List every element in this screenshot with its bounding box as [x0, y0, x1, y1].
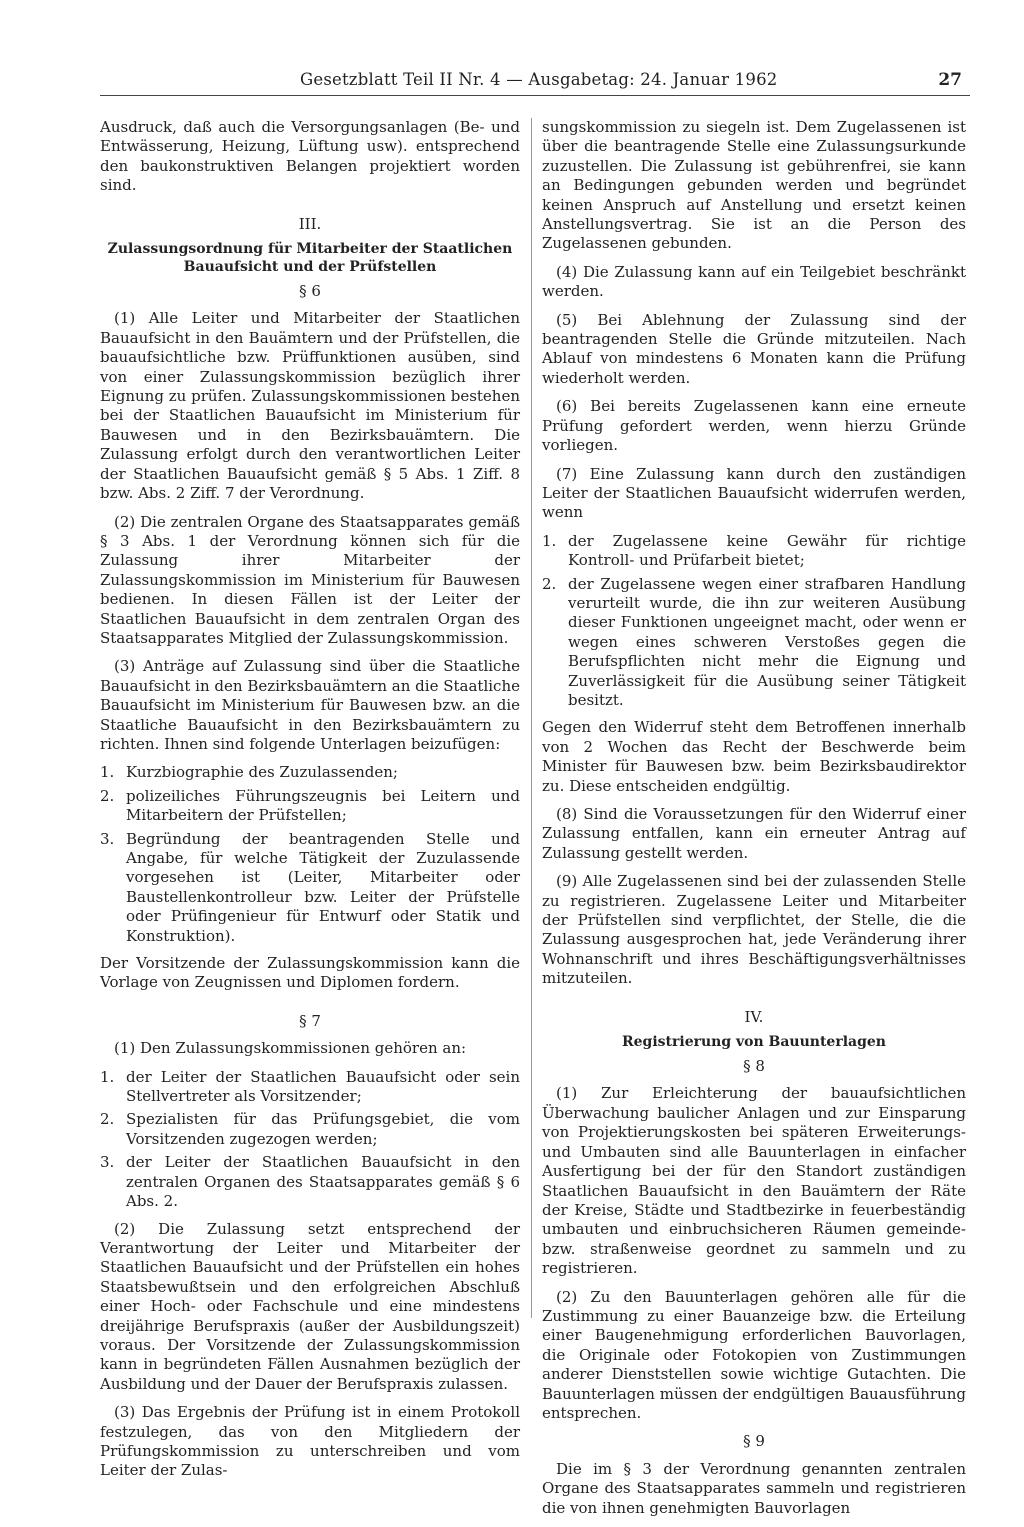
header-rule — [100, 95, 970, 96]
s7-paragraph-3: (3) Das Ergebnis der Prüfung ist in einem Protokoll festzulegen, das von den Mitgliedern der Prüfungskommission zu unterschreiben und vom Leiter der Zulas- — [100, 1403, 520, 1480]
part-iv-numeral: IV. — [744, 1007, 764, 1026]
section-7-title: § 7 — [299, 1011, 321, 1030]
s7-paragraph-2: (2) Die Zulassung setzt entsprechend der Verantwortung der Leiter und Mitarbeiter der Staatlichen Bauaufsicht und der Prüfstellen ein hohes Staatsbewußtsein und den erfolgreichen Abschluß einer Hoch- oder Fachschule und eine mindestens dreijährige Berufspraxis (außer der Ausbildungszeit) voraus. Der Vorsitzende der Zulassungskommission kann in begründeten Fällen Ausnahmen bezüglich der Ausbildung und der Dauer der Berufspraxis zulassen. — [100, 1219, 520, 1393]
s7-paragraph-5: (5) Bei Ablehnung der Zulassung sind der beantragenden Stelle die Gründe mitzuteilen. Nach Ablauf von mindestens 6 Monaten kann die Prüfung wiederholt werden. — [542, 310, 966, 387]
page-header — [100, 70, 970, 100]
section-8-title: § 8 — [743, 1057, 765, 1076]
part-iv-heading: Registrierung von Bauunterlagen — [622, 1034, 886, 1051]
s7-paragraph-3-continued: sungskommission zu siegeln ist. Dem Zugelassenen ist über die beantragende Stelle eine Zulassungsurkunde zuzustellen. Die Zulassung ist gebührenfrei, sie kann an Bedingungen gebunden werden und begründet keinen Anspruch auf Anstellung und ersetzt keinen Anstellungsvertrag. Sie ist an die Person des Zugelassenen gebunden. — [542, 118, 966, 253]
left-column — [100, 118, 520, 1490]
section-6-title: § 6 — [299, 282, 321, 301]
list-item: 1. der Leiter der Staatlichen Bauaufsicht oder sein Stellvertreter als Vorsitzender; — [100, 1067, 520, 1106]
s7-paragraph-7: (7) Eine Zulassung kann durch den zuständigen Leiter der Staatlichen Bauaufsicht widerrufen werden, wenn — [542, 464, 966, 522]
list-item: 3. der Leiter der Staatlichen Bauaufsicht in den zentralen Organen des Staatsapparates gemäß § 6 Abs. 2. — [100, 1153, 520, 1211]
s6-paragraph-3: (3) Anträge auf Zulassung sind über die Staatliche Bauaufsicht in den Bezirksbauämtern an die Staatliche Bauaufsicht im Ministerium für Bauwesen bzw. an die Staatliche Bauaufsicht in den Bezirksbauämtern zu richten. Ihnen sind folgende Unterlagen beizufügen: — [100, 657, 520, 753]
column-divider — [531, 118, 532, 1318]
list-item: 2. polizeiliches Führungszeugnis bei Leitern und Mitarbeitern der Prüfstellen; — [100, 786, 520, 825]
section-9-title: § 9 — [743, 1432, 765, 1451]
s7-paragraph-1: (1) Den Zulassungskommissionen gehören an: — [114, 1039, 467, 1058]
list-item: 2. der Zugelassene wegen einer strafbaren Handlung verurteilt wurde, die ihn zur weiteren Ausübung dieser Funktionen ungeeignet macht, oder wenn er wegen eines schweren Verstoßes gegen die Berufspflichten nicht mehr die Eignung und Zuverlässigkeit für die Ausübung seiner Tätigkeit besitzt. — [542, 574, 966, 709]
s8-paragraph-2: (2) Zu den Bauunterlagen gehören alle für die Zustimmung zu einer Bauanzeige bzw. die Erteilung einer Baugenehmigung erforderlichen Bauvorlagen, die Originale oder Fotokopien von Zustimmungen anderer Dienststellen sowie wichtige Gutachten. Die Bauunterlagen müssen der endgültigen Bauausführung entsprechen. — [542, 1287, 966, 1422]
list-item: 1. der Zugelassene keine Gewähr für richtige Kontroll- und Prüfarbeit bietet; — [542, 531, 966, 570]
s6-paragraph-3-tail: Der Vorsitzende der Zulassungskommission kann die Vorlage von Zeugnissen und Diplomen fordern. — [100, 954, 520, 992]
header-title: Gesetzblatt Teil II Nr. 4 — Ausgabetag: 24. Januar 1962 — [300, 70, 778, 89]
part-iii-numeral: III. — [298, 214, 322, 233]
s7-paragraph-8: (8) Sind die Voraussetzungen für den Widerruf einer Zulassung entfallen, kann ein erneuter Antrag auf Zulassung gestellt werden. — [542, 805, 966, 862]
list-item: 1. Kurzbiographie des Zuzulassenden; — [100, 763, 398, 782]
s7-paragraph-4: (4) Die Zulassung kann auf ein Teilgebiet beschränkt werden. — [542, 262, 966, 301]
s8-paragraph-1: (1) Zur Erleichterung der bauaufsichtlichen Überwachung baulicher Anlagen und zur Einsparung von Projektierungskosten bei späteren Erweiterungs- und Umbauten sind alle Bauunterlagen in einfacher Ausfertigung bei der für den Standort zuständigen Staatlichen Bauaufsicht in den Bauämtern der Räte der Kreise, Städte und Stadtbezirke in feuerbeständig umbauten und einbruchsicheren Räumen gemeinde- bzw. straßenweise geordnet zu sammeln und zu registrieren. — [542, 1084, 966, 1278]
s7-paragraph-6: (6) Bei bereits Zugelassenen kann eine erneute Prüfung gefordert werden, wenn hierzu Gründe vorliegen. — [542, 397, 966, 455]
s7-revocation-list — [542, 532, 966, 711]
right-column — [542, 118, 966, 1527]
page-number: 27 — [938, 70, 962, 90]
s6-document-list — [100, 763, 520, 946]
intro-paragraph: Ausdruck, daß auch die Versorgungsanlagen (Be- und Entwässerung, Heizung, Lüftung usw). entsprechend den baukonstruktiven Belangen projektiert worden sind. — [100, 118, 520, 195]
s7-paragraph-9: (9) Alle Zugelassenen sind bei der zulassenden Stelle zu registrieren. Zugelassene Leiter und Mitarbeiter der Prüfstellen sind verpflichtet, der Stelle, die die Zulassung ausgesprochen hat, jede Veränderung ihrer Wohnanschrift und ihres Beschäftigungsverhältnisses mitzuteilen. — [542, 872, 966, 988]
s6-paragraph-2: (2) Die zentralen Organe des Staatsapparates gemäß § 3 Abs. 1 der Verordnung können sich für die Zulassung ihrer Mitarbeiter der Zulassungskommission im Ministerium für Bauwesen bedienen. In diesen Fällen ist der Leiter der Staatlichen Bauaufsicht in dem zentralen Organ des Staatsapparates Mitglied der Zulassungskommission. — [100, 512, 520, 647]
s7-paragraph-7-tail: Gegen den Widerruf steht dem Betroffenen innerhalb von 2 Wochen das Recht der Beschwerde beim Minister für Bauwesen bzw. beim Bezirksbaudirektor zu. Diese entscheiden endgültig. — [542, 718, 966, 795]
list-item: 2. Spezialisten für das Prüfungsgebiet, die vom Vorsitzenden zugezogen werden; — [100, 1110, 520, 1148]
s9-paragraph-1: Die im § 3 der Verordnung genannten zentralen Organe des Staatsapparates sammeln und registrieren die von ihnen genehmigten Bauvorlagen — [542, 1459, 966, 1517]
part-iii-heading: Zulassungsordnung für Mitarbeiter der Staatlichen Bauaufsicht und der Prüfstellen — [107, 241, 513, 276]
s6-paragraph-1: (1) Alle Leiter und Mitarbeiter der Staatlichen Bauaufsicht in den Bauämtern und der Prüfstellen, die bauaufsichtliche bzw. Prüffunktionen ausüben, sind von einer Zulassungskommission bezüglich ihrer Eignung zu prüfen. Zulassungskommissionen bestehen bei der Staatlichen Bauaufsicht im Ministerium für Bauwesen und in den Bezirksbauämtern. Die Zulassung erfolgt durch den verantwortlichen Leiter der Staatlichen Bauaufsicht gemäß § 5 Abs. 1 Ziff. 8 bzw. Abs. 2 Ziff. 7 der Verordnung. — [100, 309, 520, 503]
s7-members-list — [100, 1068, 520, 1212]
list-item: 3. Begründung der beantragenden Stelle und Angabe, für welche Tätigkeit der Zuzulassende vorgesehen ist (Leiter, Mitarbeiter oder Baustellenkontrolleur bzw. Leiter der Prüfstelle oder Prüfingenieur für Entwurf oder Statik und Konstruktion). — [100, 829, 520, 945]
